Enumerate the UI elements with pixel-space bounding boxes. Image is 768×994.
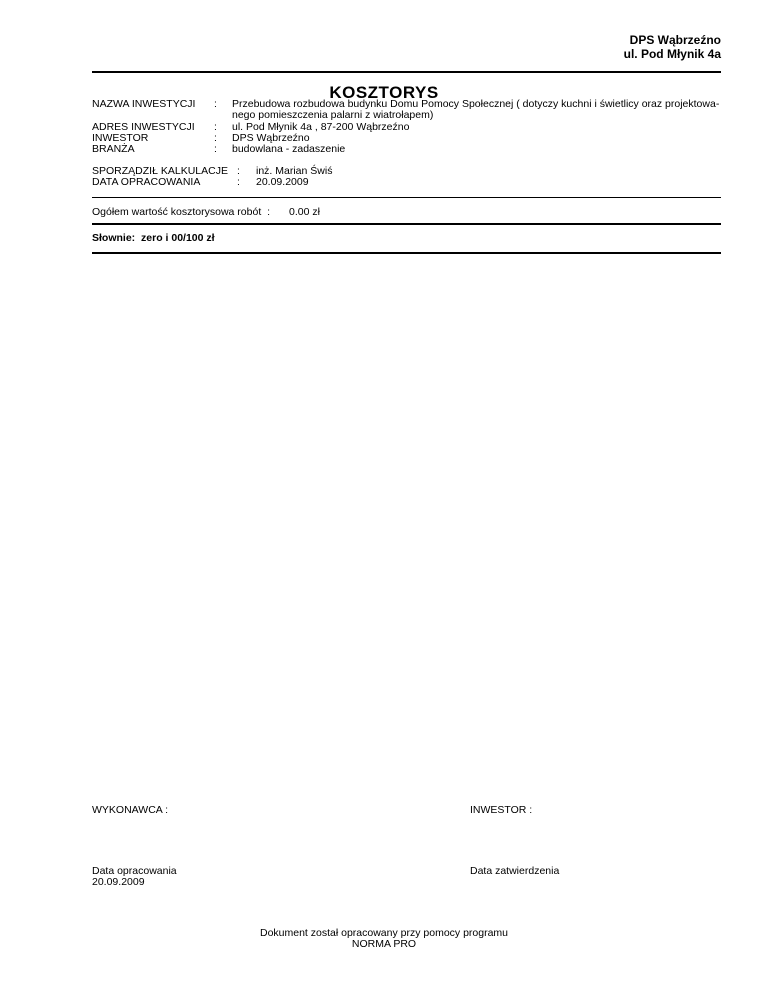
document-title: KOSZTORYS xyxy=(329,83,439,102)
inwestor-signature-label: INWESTOR : xyxy=(470,804,533,816)
footer-line-1: Dokument został opracowany przy pomocy programu xyxy=(259,927,509,939)
sporzadzil-colon: : xyxy=(237,165,240,177)
adres-inwestycji-value: ul. Pod Młynik 4a , 87-200 Wąbrzeźno xyxy=(232,121,410,133)
document-header xyxy=(624,33,721,61)
divider-total xyxy=(92,223,721,225)
divider-top xyxy=(92,71,721,73)
branza-label: BRANŻA xyxy=(92,143,135,155)
slownie-label: Słownie: xyxy=(92,232,136,244)
branza-colon: : xyxy=(214,143,217,155)
wykonawca-label: WYKONAWCA : xyxy=(92,804,169,816)
nazwa-inwestycji-value-line-1: Przebudowa rozbudowa budynku Domu Pomocy Społecznej ( dotyczy kuchni i świetlicy oraz projektowa- xyxy=(232,98,720,110)
slownie-row xyxy=(92,233,215,244)
total-colon: : xyxy=(267,206,270,218)
nazwa-inwestycji-value-line-2: nego pomieszczenia palarni z wiatrołapem) xyxy=(232,109,434,121)
divider-calc xyxy=(92,197,721,198)
nazwa-inwestycji-label: NAZWA INWESTYCJI xyxy=(92,98,196,110)
slownie-value: zero i 00/100 zł xyxy=(141,232,215,244)
footer xyxy=(0,928,768,950)
inwestor-value: DPS Wąbrzeźno xyxy=(232,132,310,144)
data-opracowania-signature-value: 20.09.2009 xyxy=(92,876,145,888)
branza-value: budowlana - zadaszenie xyxy=(232,143,346,155)
total-value: 0.00 zł xyxy=(289,206,320,218)
footer-line-2: NORMA PRO xyxy=(351,938,417,950)
header-line-1: DPS Wąbrzeźno xyxy=(629,33,721,47)
header-line-2: ul. Pod Młynik 4a xyxy=(623,47,721,61)
nazwa-inwestycji-value xyxy=(232,99,732,121)
sporzadzil-value: inż. Marian Świś xyxy=(256,165,333,177)
total-label xyxy=(92,207,270,218)
data-opracowania-value: 20.09.2009 xyxy=(256,176,309,188)
sporzadzil-label: SPORZĄDZIŁ KALKULACJE xyxy=(92,165,228,177)
divider-slownie xyxy=(92,252,721,254)
total-label-text: Ogółem wartość kosztorysowa robót xyxy=(92,206,262,218)
nazwa-inwestycji-colon: : xyxy=(214,98,217,110)
data-zatwierdzenia-label: Data zatwierdzenia xyxy=(470,865,560,877)
adres-inwestycji-label: ADRES INWESTYCJI xyxy=(92,121,195,133)
data-opracowania-label: DATA OPRACOWANIA xyxy=(92,176,201,188)
data-opracowania-colon: : xyxy=(237,176,240,188)
inwestor-label: INWESTOR xyxy=(92,132,149,144)
inwestor-colon: : xyxy=(214,132,217,144)
data-opracowania-signature-label: Data opracowania xyxy=(92,865,177,877)
adres-inwestycji-colon: : xyxy=(214,121,217,133)
